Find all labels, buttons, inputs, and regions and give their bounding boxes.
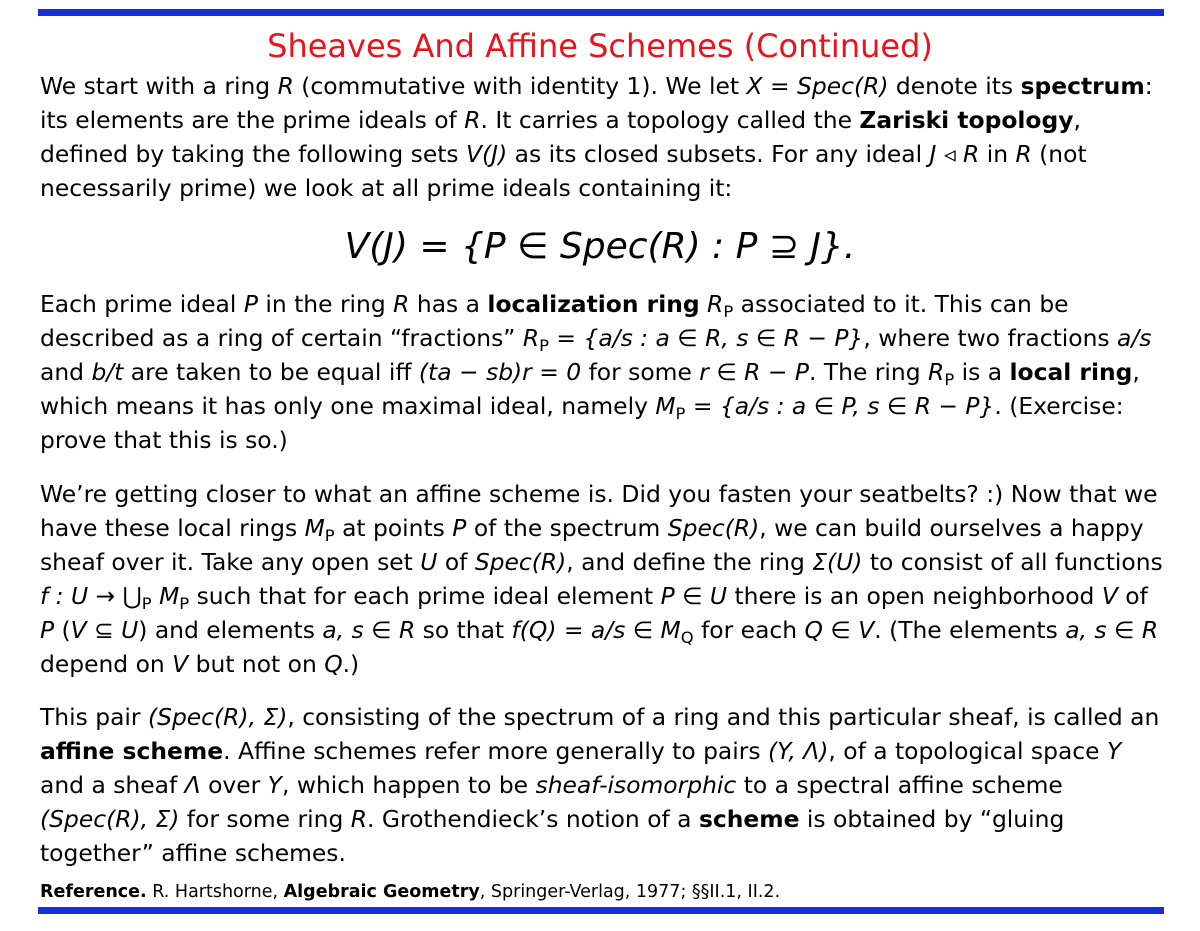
- math: X = Spec(R): [746, 72, 889, 100]
- formula-v-of-j: V(J) = {P ∈ Spec(R) : P ⊇ J}.: [344, 226, 856, 267]
- text: . (Exercise: prove that this is so.): [40, 392, 1124, 454]
- math: P: [40, 616, 55, 644]
- text: are taken to be equal iff: [123, 358, 419, 386]
- text: but not on: [188, 650, 325, 678]
- math: f : U → ⋃: [40, 582, 142, 610]
- text: to a spectral affine scheme: [736, 771, 1063, 799]
- term-spectrum: spectrum: [1020, 72, 1145, 100]
- math: Λ: [184, 771, 201, 799]
- text: (commutative with identity 1). We let: [293, 72, 747, 100]
- term-affine-scheme: affine scheme: [40, 737, 224, 765]
- text: and a sheaf: [40, 771, 185, 799]
- text: . Affine schemes refer more generally to pairs: [223, 737, 768, 765]
- text: has a: [409, 290, 488, 318]
- math-subscript: P: [944, 369, 955, 389]
- math: Σ(U): [812, 548, 863, 576]
- text: such that for each prime ideal element: [189, 582, 661, 610]
- math: V ⊆ U: [70, 616, 139, 644]
- math: (Spec(R), Σ): [40, 805, 180, 833]
- text: [700, 290, 707, 318]
- text: , defined by taking the following sets: [40, 106, 1081, 168]
- text: and: [40, 358, 92, 386]
- reference-line: [40, 880, 1165, 904]
- display-formula: [0, 222, 1200, 272]
- text: , we can build ourselves a happy sheaf over it. Take any open set: [40, 514, 1144, 576]
- text: so that: [415, 616, 512, 644]
- text: to consist of all functions: [862, 548, 1163, 576]
- text: R. Hartshorne,: [146, 882, 284, 902]
- math: V: [172, 650, 189, 678]
- text: .): [342, 650, 360, 678]
- text: : its elements are the prime ideals of: [40, 72, 1153, 134]
- text: (: [54, 616, 71, 644]
- math: M: [655, 392, 676, 420]
- emphasis-sheaf-isomorphic: sheaf-isomorphic: [535, 771, 737, 799]
- math-subscript: P: [324, 525, 335, 545]
- text: as its closed subsets. For any ideal: [507, 140, 930, 168]
- math: M: [304, 514, 325, 542]
- math: R: [1015, 140, 1032, 168]
- paragraph-spectrum: [40, 69, 1165, 205]
- math: R: [350, 805, 367, 833]
- text: We start with a ring: [40, 72, 278, 100]
- math-subscript: P: [539, 335, 549, 355]
- math: R: [928, 358, 945, 386]
- text: (not necessarily prime) we look at all prime ideals containing it:: [40, 140, 1087, 202]
- term-localization-ring: localization ring: [487, 290, 700, 318]
- math: Q: [324, 650, 343, 678]
- math: = {a/s : a ∈ P, s ∈ R − P}: [685, 392, 995, 420]
- reference-label: Reference.: [40, 882, 147, 902]
- math: U: [420, 548, 438, 576]
- paragraph-affine-scheme: [40, 700, 1165, 870]
- term-scheme: scheme: [698, 805, 800, 833]
- math: J ◃ R: [929, 140, 980, 168]
- math: M: [151, 582, 180, 610]
- text: in: [979, 140, 1016, 168]
- text: This pair: [40, 703, 148, 731]
- math: R: [522, 324, 540, 352]
- text: is a: [954, 358, 1010, 386]
- math: f(Q) = a/s ∈ M: [511, 616, 681, 644]
- text: associated to it. This can be described as a ring of certain “fractions”: [40, 290, 1069, 352]
- term-zariski-topology: Zariski topology: [859, 106, 1074, 134]
- text: , where two fractions: [863, 324, 1118, 352]
- math-subscript: P: [723, 301, 734, 321]
- math: = {a/s : a ∈ R, s ∈ R − P}: [549, 324, 864, 352]
- text: for some ring: [179, 805, 351, 833]
- paragraph-sheaf: [40, 477, 1165, 681]
- term-local-ring: local ring: [1009, 358, 1133, 386]
- math: (Spec(R), Σ): [147, 703, 288, 731]
- text: . Grothendieck’s notion of a: [367, 805, 699, 833]
- text: depend on: [40, 650, 173, 678]
- math: Y: [267, 771, 282, 799]
- text: Each prime ideal: [40, 290, 244, 318]
- math: R: [707, 290, 724, 318]
- math: a/s: [1117, 324, 1152, 352]
- math: (Y, Λ): [767, 737, 829, 765]
- math-subscript: P: [179, 593, 190, 613]
- math: V(J): [466, 140, 508, 168]
- text: for some: [581, 358, 700, 386]
- page-title: Sheaves And Affine Schemes (Continued): [267, 27, 933, 65]
- top-rule: [38, 9, 1164, 16]
- text: of the spectrum: [466, 514, 668, 542]
- text: , of a topological space: [828, 737, 1107, 765]
- math: a, s ∈ R: [1065, 616, 1159, 644]
- math: (ta − sb)r = 0: [418, 358, 582, 386]
- text: at points: [334, 514, 453, 542]
- text: over: [200, 771, 268, 799]
- math: P ∈ U: [660, 582, 728, 610]
- text: . It carries a topology called the: [480, 106, 860, 134]
- math: Spec(R): [667, 514, 760, 542]
- text: there is an open neighborhood: [727, 582, 1102, 610]
- math: R: [393, 290, 410, 318]
- text: of: [437, 548, 475, 576]
- text: ) and elements: [138, 616, 323, 644]
- text: denote its: [888, 72, 1021, 100]
- math: V: [1101, 582, 1118, 610]
- math: P: [452, 514, 467, 542]
- math: R: [464, 106, 481, 134]
- text: , Springer-Verlag, 1977; §§II.1, II.2.: [479, 882, 781, 902]
- math: P: [243, 290, 258, 318]
- math: R: [277, 72, 294, 100]
- math: r ∈ R − P: [699, 358, 809, 386]
- text: for each: [693, 616, 805, 644]
- text: , consisting of the spectrum of a ring and this particular sheaf, is called an: [287, 703, 1160, 731]
- text: . (The elements: [874, 616, 1066, 644]
- math: a, s ∈ R: [322, 616, 416, 644]
- math-subscript: P: [675, 403, 686, 423]
- reference-book-title: Algebraic Geometry: [283, 882, 480, 902]
- math: b/t: [91, 358, 124, 386]
- text: , and define the ring: [566, 548, 813, 576]
- bottom-rule: [38, 907, 1164, 914]
- math: Y: [1107, 737, 1122, 765]
- math: Spec(R): [474, 548, 567, 576]
- paragraph-localization: [40, 287, 1165, 457]
- text: in the ring: [257, 290, 394, 318]
- math-subscript: P: [141, 593, 152, 613]
- text: . The ring: [809, 358, 929, 386]
- text: is obtained by “gluing together” affine schemes.: [40, 805, 1065, 867]
- math-subscript: Q: [680, 627, 694, 647]
- math: Q ∈ V: [804, 616, 875, 644]
- text: , which means it has only one maximal ideal, namely: [40, 358, 1140, 420]
- text: , which happen to be: [281, 771, 536, 799]
- text: We’re getting closer to what an affine scheme is. Did you fasten your seatbelts? :) Now that we have these local rings: [40, 480, 1158, 542]
- text: of: [1117, 582, 1148, 610]
